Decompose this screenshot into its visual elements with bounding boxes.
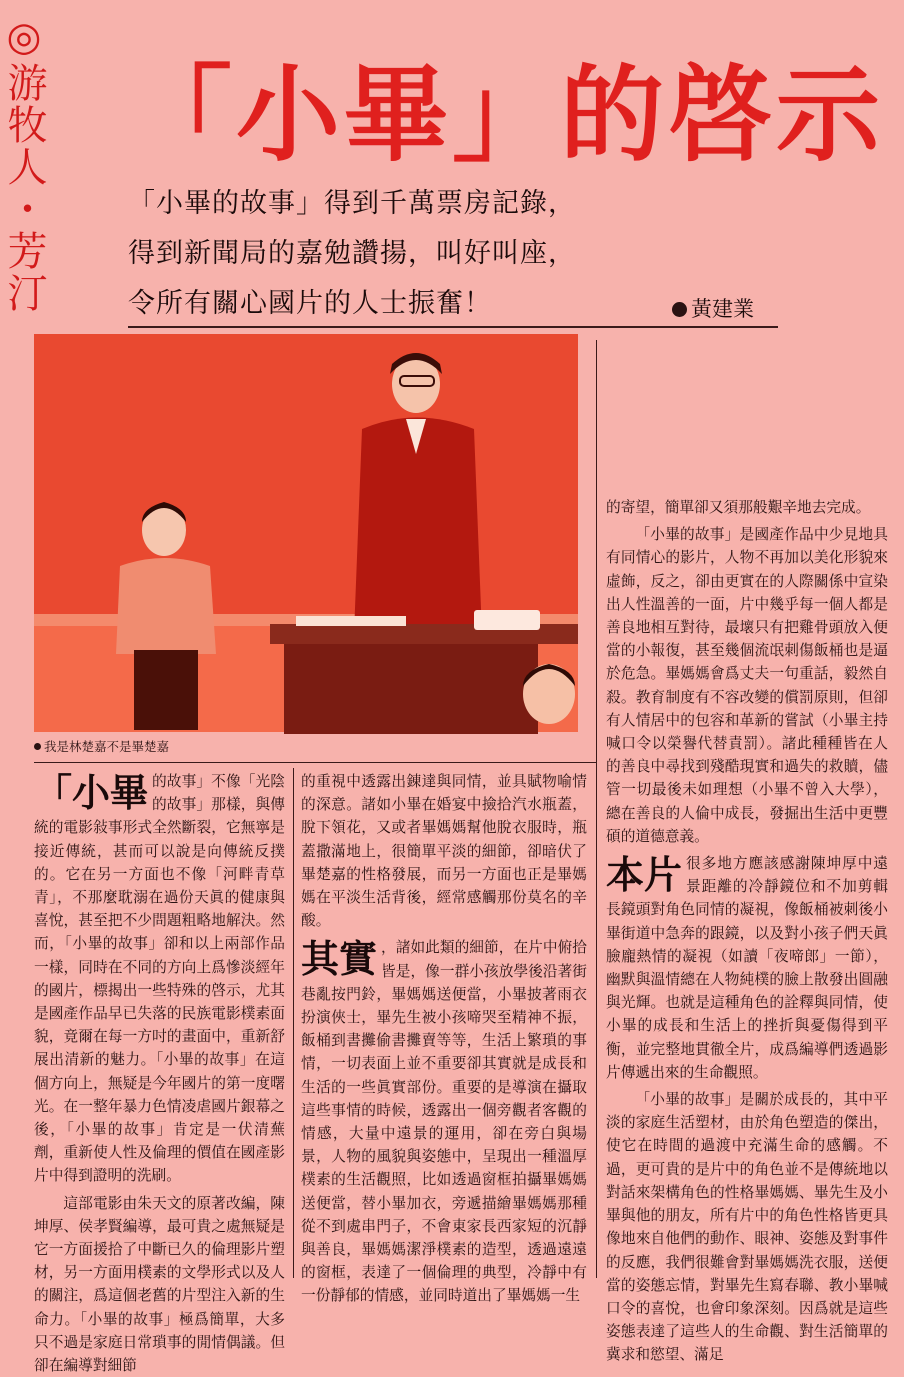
- subtitle-line-2: 得到新聞局的嘉勉讚揚，叫好叫座，: [128, 238, 576, 269]
- subtitle-line-1: 「小畢的故事」得到千萬票房記錄，: [128, 188, 576, 219]
- paragraph: 這部電影由朱天文的原著改編，陳坤厚、侯孝賢編導，最可貴之處無疑是它一方面援拾了中斷已久的倫理影片塑材，另一方面用樸素的文學形式以及人的關注，爲這個老舊的片型注入新的生命力。「小畢的故事」極爲簡單，大多只不過是家庭日常瑣事的閒情偶議。但卻在編導對細節: [34, 1194, 285, 1375]
- column-divider: [293, 768, 294, 1278]
- classroom-photo-illustration: [34, 334, 578, 732]
- article-column-2: [301, 770, 587, 1305]
- drop-cap: 「小畢: [34, 770, 149, 815]
- paragraph-text: ，諸如此類的細節，在片中俯拾皆是，像一群小孩放學後沿著街巷亂按門鈴，畢媽媽送便當，小畢披著雨衣扮演俠士，畢先生被小孩啼哭至精神不振，飯桶到書攤偷書攤賣等等，生活上繁瑣的事情，一切表面上並不重要卻其實就是成長和生活的一些眞實部份。重要的是導演在攝取這些事情的時候，透露出一個旁觀者客觀的情感，大量中遠景的運用，卻在旁白與場景，人物的風貌與姿態中，呈現出一種溫厚樸素的生活觀照，比如透過窗框拍攝畢媽媽送便當，替小畢加衣，旁遞描繪畢媽媽那種從不到處串門子，不會東家長西家短的沉靜與善良，畢媽媽潔淨樸素的造型，透過遠遠的窗框，表達了一個倫理的典型，冷靜中有一份靜郁的情感，並同時道出了畢媽媽一生: [301, 939, 587, 1305]
- bullet-icon: [672, 302, 687, 317]
- paragraph-text: 很多地方應該感謝陳坤厚中遠景距離的冷靜鏡位和不加剪輯長鏡頭對角色同情的凝視，像飯桶被刺後小畢街道中急奔的跟鏡，以及對小孩子們天眞臉龐熱情的凝視（如讀「夜啼郎」一節），幽默與溫情總在人物純樸的臉上散發出圓融與光輝。也就是這種角色的詮釋與同情，使小畢的成長和生活上的挫折與憂傷得到平衡，並完整地貫徹全片，成爲編導們透過影片傳遞出來的生命觀照。: [606, 855, 888, 1081]
- paragraph-text: 的故事」不像「光陰的故事」那樣，與傳統的電影敍事形式全然斷裂，它無寧是接近傳統，甚而可以說是向傳統反撲的。它在另一方面也不像「河畔青草青」，不那麼耽溺在過份天眞的健康與喜悅，甚至把不少問題粗略地解決。然而，「小畢的故事」卻和以上兩部作品一樣，同時在不同的方向上爲慘淡經年的國片，標揭出一些特殊的啓示，尤其是國產作品早已失落的民族電影樸素面貌，竟爾在每一方吋的畫面中，重新舒展出清新的魅力。「小畢的故事」在這個方向上，無疑是今年國片的第一度曙光。在一整年暴力色情凌虐國片銀幕之後，「小畢的故事」肯定是一伏清蕪劑，重新使人性及倫理的價值在國產影片中得到證明的洗刷。: [34, 773, 285, 1185]
- author-byline: [672, 296, 812, 322]
- paragraph: [301, 936, 587, 1307]
- article-title: 「小畢」的啓示: [128, 54, 885, 176]
- paragraph: [34, 770, 285, 1188]
- article-column-1: [34, 770, 285, 1375]
- column-divider: [596, 340, 597, 1278]
- paragraph: 「小畢的故事」是關於成長的，其中平淡的家庭生活塑材，由於角色塑造的傑出，使它在時間的過渡中充滿生命的感觸。不過，更可貴的是片中的角色並不是傳統地以對話來架構角色的性格畢媽媽、畢先生及小畢與他的朋友，所有片中的角色性格皆更具像地來自他們的動作、眼神、姿態及對事件的反應，我們很難會對畢媽媽洗衣服，送便當的姿態忘情，對畢先生寫春聯、教小畢喊口令的喜悅，也會印象深刻。因爲就是這些姿態表達了這些人的生命觀、對生活簡單的冀求和慾望、滿足: [606, 1091, 888, 1364]
- paragraph: 的重視中透露出錬達與同情，並具賦物喻情的深意。諸如小畢在婚宴中撿拾汽水瓶蓋，脫下領花，又或者畢媽媽幫他脫衣服時，瓶蓋撒滿地上，很簡單平淡的細節，卻暗伏了畢楚嘉的性格發展，而另一方面也正是畢媽媽在平淡生活背後，經常感觸那份莫名的辛酸。: [301, 773, 587, 930]
- bullet-icon: [34, 743, 41, 750]
- column-masthead: ◎游牧人・芳汀: [1, 14, 47, 314]
- drop-cap: 其實: [301, 936, 378, 982]
- photo-rule: [34, 762, 596, 763]
- paragraph: 的寄望，簡單卻又須那般艱辛地去完成。: [606, 499, 871, 516]
- header-rule: [128, 326, 778, 328]
- article-column-3: [606, 496, 888, 1364]
- paragraph: 「小畢的故事」是國產作品中少見地具有同情心的影片，人物不再加以美化形貌來虛飾，反之，卻由更實在的人際關係中宣染出人性溫善的一面，片中幾乎每一個人都是善良地相互對待，最壞只有把雞骨頭放入便當的小報復，甚至幾個流氓刺傷飯桶也是逼於危急。畢媽媽會爲丈夫一句重話，毅然自殺。教育制度有不容改變的償罰原則，但卻有人情居中的包容和革新的嘗試（小畢主持喊口令以榮譽代替責罰）。諸此種種皆在人的善良中尋找到殘酷現實和過失的救贖，儘管一切最後未如理想（小畢不曾入大學），總在善良的人倫中成長，發掘出生活中更豐碩的道德意義。: [606, 526, 888, 845]
- photo-caption: [34, 738, 574, 756]
- author-name: 黃建業: [691, 297, 754, 321]
- subtitle-line-3: 令所有關心國片的人士振奮！: [128, 288, 492, 319]
- drop-cap: 本片: [606, 852, 683, 898]
- article-photo: [34, 334, 578, 732]
- photo-caption-text: 我是林楚嘉不是畢楚嘉: [44, 739, 170, 754]
- paragraph: [606, 852, 888, 1084]
